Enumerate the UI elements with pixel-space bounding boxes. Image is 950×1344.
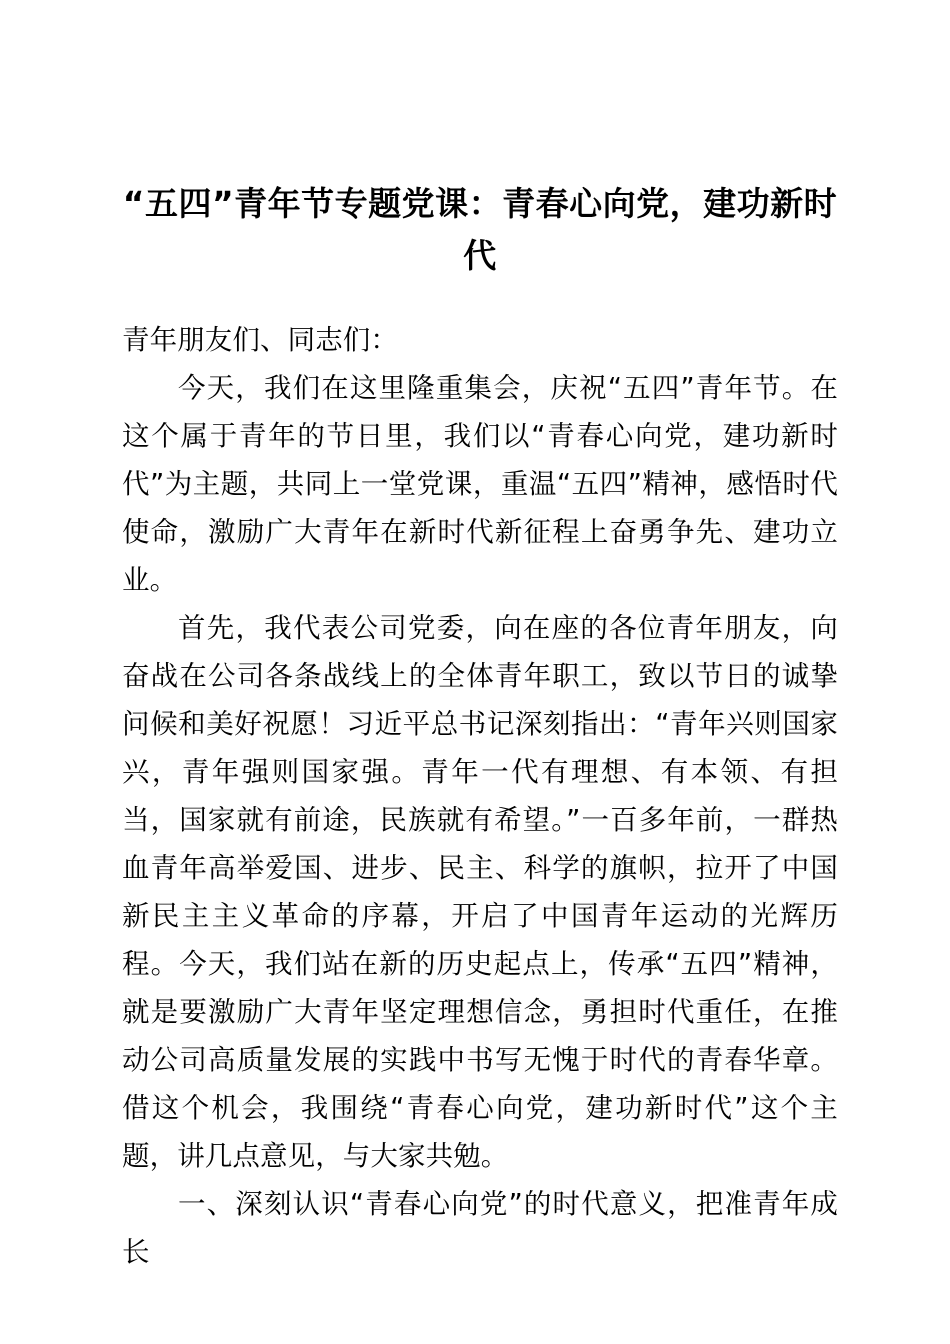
paragraph-greeting: 青年朋友们、同志们： (122, 324, 398, 356)
paragraph-1: 今天，我们在这里隆重集会，庆祝“五四”青年节。在这个属于青年的节日里，我们以“青春心向党，建功新时代”为主题，共同上一堂党课，重温“五四”精神，感悟时代使命，激励广大青年在新时代新征程上奋勇争先、建功立业。 (122, 372, 838, 596)
paragraph-3-heading: 一、深刻认识“青春心向党”的时代意义，把准青年成长 (122, 1188, 838, 1268)
document-body (122, 316, 838, 1276)
paragraph-2: 首先，我代表公司党委，向在座的各位青年朋友，向奋战在公司各条战线上的全体青年职工，致以节日的诚挚问候和美好祝愿！习近平总书记深刻指出：“青年兴则国家兴，青年强则国家强。青年一代有理想、有本领、有担当，国家就有前途，民族就有希望。”一百多年前，一群热血青年高举爱国、进步、民主、科学的旗帜，拉开了中国新民主主义革命的序幕，开启了中国青年运动的光辉历程。今天，我们站在新的历史起点上，传承“五四”精神，就是要激励广大青年坚定理想信念，勇担时代重任，在推动公司高质量发展的实践中书写无愧于时代的青春华章。借这个机会，我围绕“青春心向党，建功新时代”这个主题，讲几点意见，与大家共勉。 (122, 612, 838, 1172)
page-title: “五四”青年节专题党课：青春心向党，建功新时代 (122, 184, 838, 275)
document-content (122, 0, 838, 1276)
